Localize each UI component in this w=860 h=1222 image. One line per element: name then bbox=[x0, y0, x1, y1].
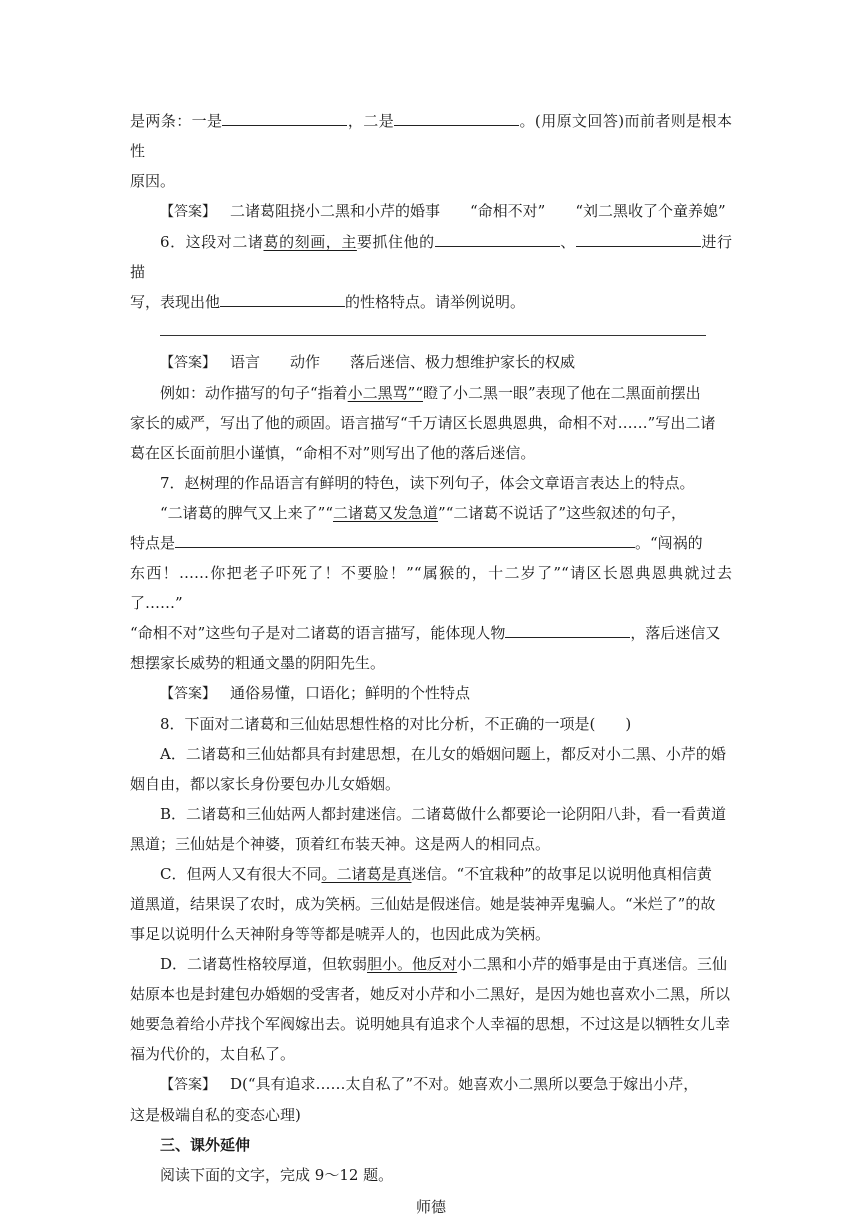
text-line: 家长的威严，写出了他的顽固。语言描写“千万请区长恩典恩典，命相不对……”写出二诸 bbox=[130, 414, 716, 432]
fill-blank[interactable] bbox=[505, 622, 630, 638]
text-line: 道黑道，结果误了农时，成为笑柄。三仙姑是假迷信。她是装神弄鬼骗人。“米烂了”的故 bbox=[130, 895, 716, 913]
document-body bbox=[130, 106, 732, 1222]
text-line: 想摆家长威势的粗通文墨的阴阳先生。 bbox=[130, 654, 386, 672]
text-line: 写，表现出他 的性格特点。请举例说明。 bbox=[130, 293, 526, 311]
reading-instruction: 阅读下面的文字，完成 9～12 题。 bbox=[160, 1166, 394, 1184]
text-line: 这是极端自私的变态心理) bbox=[130, 1106, 301, 1124]
answer-label: 【答案】 bbox=[160, 355, 216, 371]
question-7: 7．赵树理的作品语言有鲜明的特色，读下列句子，体会文章语言表达上的特点。 bbox=[160, 474, 695, 492]
text-line: 姑原本也是封建包办婚姻的受害者，她反对小芹和小二黑好，是因为她也喜欢小二黑，所以 bbox=[130, 985, 731, 1003]
fill-blank[interactable] bbox=[222, 110, 347, 126]
text-line: 特点是 。“闯祸的 bbox=[130, 534, 703, 552]
text-line: “命相不对”这些句子是对二诸葛的语言描写，能体现人物 ，落后迷信又 bbox=[130, 624, 721, 642]
answer-label: 【答案】 bbox=[160, 1077, 216, 1093]
answer-label: 【答案】 bbox=[160, 686, 216, 702]
text-line: 葛在区长面前胆小谨慎，“命相不对”则写出了他的落后迷信。 bbox=[130, 444, 536, 462]
option-d: D．二诸葛性格较厚道，但软弱胆小。他反对小二黑和小芹的婚事是由于真迷信。三仙 bbox=[160, 955, 728, 973]
answer-line[interactable] bbox=[130, 317, 732, 347]
answer-5: 【答案】 二诸葛阻挠小二黑和小芹的婚事 “命相不对” “刘二黑收了个童养媳” bbox=[160, 202, 726, 220]
text-line: “二诸葛的脾气又上来了”“二诸葛又发急道”“二诸葛不说话了”这些叙述的句子， bbox=[160, 504, 687, 522]
fill-blank[interactable] bbox=[435, 231, 560, 247]
fill-blank[interactable] bbox=[576, 231, 701, 247]
answer-label: 【答案】 bbox=[160, 204, 216, 220]
fill-blank[interactable] bbox=[394, 110, 519, 126]
question-6: 6．这段对二诸葛的刻画，主要抓住他的 、 进行描 bbox=[130, 233, 732, 281]
option-b: B．二诸葛和三仙姑两人都封建迷信。二诸葛做什么都要论一论阴阳八卦，看一看黄道 bbox=[160, 805, 727, 823]
passage-title: 师德 bbox=[415, 1198, 446, 1216]
answer-8: 【答案】 D(“具有追求……太自私了”不对。她喜欢小二黑所以要急于嫁出小芹， bbox=[160, 1075, 699, 1093]
text-line: 福为代价的，太自私了。 bbox=[130, 1045, 296, 1063]
option-c: C．但两人又有很大不同。二诸葛是真迷信。“不宜栽种”的故事足以说明他真相信黄 bbox=[160, 865, 712, 883]
section-heading: 三、课外延伸 bbox=[160, 1136, 251, 1154]
text-line: 是两条：一是 ，二是 。(用原文回答)而前者则是根本性 bbox=[130, 112, 732, 160]
fill-blank[interactable] bbox=[220, 291, 345, 307]
text-line: 例如：动作描写的句子“指着小二黑骂”“瞪了小二黑一眼”表现了他在二黑面前摆出 bbox=[160, 384, 701, 402]
text-line: 她要急着给小芹找个军阀嫁出去。说明她具有追求个人幸福的思想，不过这是以牺牲女儿幸 bbox=[130, 1015, 731, 1033]
text-line: 黑道；三仙姑是个神婆，顶着红布装天神。这是两人的相同点。 bbox=[130, 835, 551, 853]
text-line: 原因。 bbox=[130, 172, 176, 190]
answer-6: 【答案】 语言 动作 落后迷信、极力想维护家长的权威 bbox=[160, 353, 576, 371]
text-line: 东西！……你把老子吓死了！不要脸！”“属猴的，十二岁了”“请区长恩典恩典就过去了……” bbox=[130, 564, 732, 612]
text-line: 姻自由，都以家长身份要包办儿女婚姻。 bbox=[130, 775, 401, 793]
fill-blank[interactable] bbox=[175, 532, 635, 548]
text-line: 事足以说明什么天神附身等等都是唬弄人的，也因此成为笑柄。 bbox=[130, 925, 551, 943]
option-a: A．二诸葛和三仙姑都具有封建思想，在儿女的婚姻问题上，都反对小二黑、小芹的婚 bbox=[160, 745, 726, 763]
question-8: 8．下面对二诸葛和三仙姑思想性格的对比分析，不正确的一项是( ) bbox=[160, 715, 632, 733]
answer-7: 【答案】 通俗易懂，口语化；鲜明的个性特点 bbox=[160, 684, 471, 702]
